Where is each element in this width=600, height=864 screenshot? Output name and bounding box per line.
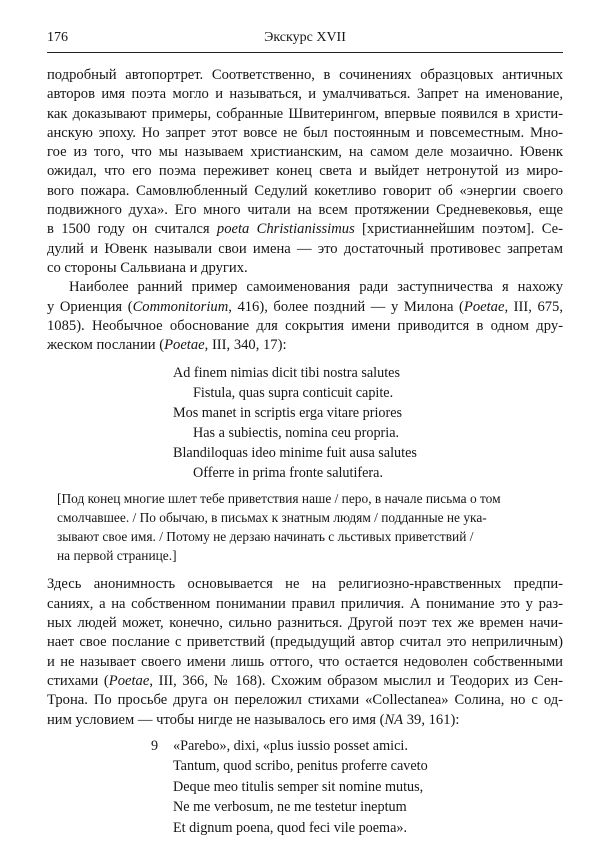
text-segment: Наиболее ранний пример самоименования ради заступничества я нахожу <box>69 279 563 296</box>
text-line: ных людей может, конечно, сильно разниться. Другой поэт тех же времен начи- <box>47 615 563 632</box>
italic-title: NA <box>384 711 404 728</box>
text-segment: жеском послании ( <box>47 337 165 354</box>
running-header <box>47 30 563 50</box>
text-line: ожидал, что его поэма переживет конец света и выйдет нетронутой из миро- <box>47 163 563 180</box>
text-segment: у Ориенция ( <box>47 298 133 315</box>
text-segment: , 416), более поздний — у Милона ( <box>228 298 464 315</box>
paragraph-2 <box>47 278 563 355</box>
verse-line: Mos manet in scriptis erga vitare priores <box>173 405 403 422</box>
verse-line-number: 9 <box>151 737 159 754</box>
verse-line: Offerre in prima fronte salutifera. <box>193 465 384 482</box>
text-segment: стихами ( <box>47 672 109 689</box>
italic-term: poeta Christianissimus <box>216 221 355 238</box>
text-line: Трона. По просьбе друга он переложил стихами «Collectanea» Солина, но с од- <box>47 692 563 709</box>
verse-text: Tantum, quod scribo, penitus proferre caveto <box>173 758 428 775</box>
text-line: дулий и Ювенк называли свои имена — это достаточный противовес запретам <box>47 240 563 257</box>
text-line <box>47 220 563 239</box>
italic-title: Poetae <box>108 672 150 689</box>
verse-line <box>151 818 563 839</box>
translation-line: [Под конец многие шлет тебе приветствия наше / перо, в начале письма о том <box>57 491 501 507</box>
verse-line: Has a subiectis, nomina ceu propria. <box>193 425 400 442</box>
text-line <box>47 298 563 317</box>
verse-line <box>151 736 563 757</box>
page-header-area <box>47 30 563 50</box>
paragraph-1 <box>47 66 563 278</box>
text-line: как доказывают примеры, собранные Швитерингом, впервые появился в христи- <box>47 105 563 122</box>
text-segment: [христианнейшим поэтом]. Се- <box>354 221 563 238</box>
verse-line <box>151 797 563 818</box>
header-rule <box>47 52 563 53</box>
text-segment: 39, 161): <box>403 711 460 728</box>
text-line: вого пожара. Самовлюбленный Седулий кокетливо говорит об «энергии своего <box>47 182 563 199</box>
latin-verse-2 <box>47 736 563 839</box>
verse-line: Ad finem nimias dicit tibi nostra salutes <box>173 365 400 382</box>
verse-text: «Parebo», dixi, «plus iussio posset amici. <box>173 737 408 754</box>
verse-line: Fistula, quas supra conticuit capite. <box>193 385 394 402</box>
text-line: подвижного духа». Его много читали на всем протяжении Средневековья, еще <box>47 202 563 219</box>
text-line <box>47 711 563 730</box>
text-line <box>47 672 563 691</box>
italic-title: Commonitorium <box>132 298 229 315</box>
verse-line <box>151 777 563 798</box>
running-title: Экскурс XVII <box>264 30 346 45</box>
text-line: 1085). Необычное обоснование для сокрытия имени приводится в одном дру- <box>47 317 563 334</box>
text-line <box>47 336 563 355</box>
translation-line: смолчавшее. / По обычаю, в письмах к знатным людям / подданные не ука- <box>57 510 487 526</box>
text-segment: ним условием — чтобы нигде не называлось его имя ( <box>47 711 385 728</box>
text-segment: , III, 340, 17): <box>204 337 287 354</box>
text-line <box>47 278 563 297</box>
verse-line: Blandiloquas ideo minime fuit ausa salutes <box>173 445 417 462</box>
paragraph-3 <box>47 575 563 729</box>
translation-line: зывают свое имя. / Потому не дерзаю начинать с льстивых приветствий / <box>57 529 474 545</box>
text-segment: , III, 366, № 168). Схожим образом мыслил и Теодорих из Сен- <box>149 672 563 689</box>
translation-line: на первой странице.] <box>57 548 177 564</box>
verse-line <box>151 756 563 777</box>
italic-title: Poetae <box>164 337 205 354</box>
verse-text: Ne me verbosum, ne me testetur ineptum <box>173 799 407 816</box>
verse-text: Et dignum poena, quod feci vile poema». <box>173 819 408 836</box>
text-line: гое из того, что мы называем христианским, на самом деле мозаично. Ювенк <box>47 144 563 161</box>
text-line: авторов имя поэта могло и называться, и умалчиваться. Запрет на именование, <box>47 86 563 103</box>
page-body <box>47 66 563 838</box>
text-line: со стороны Сальвиана и других. <box>47 259 248 276</box>
verse-text: Deque meo titulis semper sit nomine mutus, <box>173 778 424 795</box>
text-segment: в 1500 году он считался <box>47 221 217 238</box>
text-line: нает свое послание с приветствий (предыдущий автор считал это неприличным) <box>47 634 563 651</box>
page-number: 176 <box>47 30 68 45</box>
latin-verse-1 <box>47 363 563 483</box>
text-line: подробный автопортрет. Соответственно, в сочинениях образцовых античных <box>47 67 563 83</box>
text-line: саниях, а на собственном понимании правил приличия. А понимание это у раз- <box>47 595 563 612</box>
verse-translation <box>47 489 563 565</box>
italic-title: Poetae <box>463 298 505 315</box>
text-segment: , III, 675, <box>504 298 563 315</box>
text-line: и не называет своего имени лишь оттого, что остается недоволен собственными <box>47 653 563 670</box>
text-line: анскую эпоху. Но запрет этот вовсе не был постоянным и повсеместным. Мно- <box>47 124 563 141</box>
text-line: Здесь анонимность основывается не на религиозно-нравственных предпи- <box>47 576 563 593</box>
